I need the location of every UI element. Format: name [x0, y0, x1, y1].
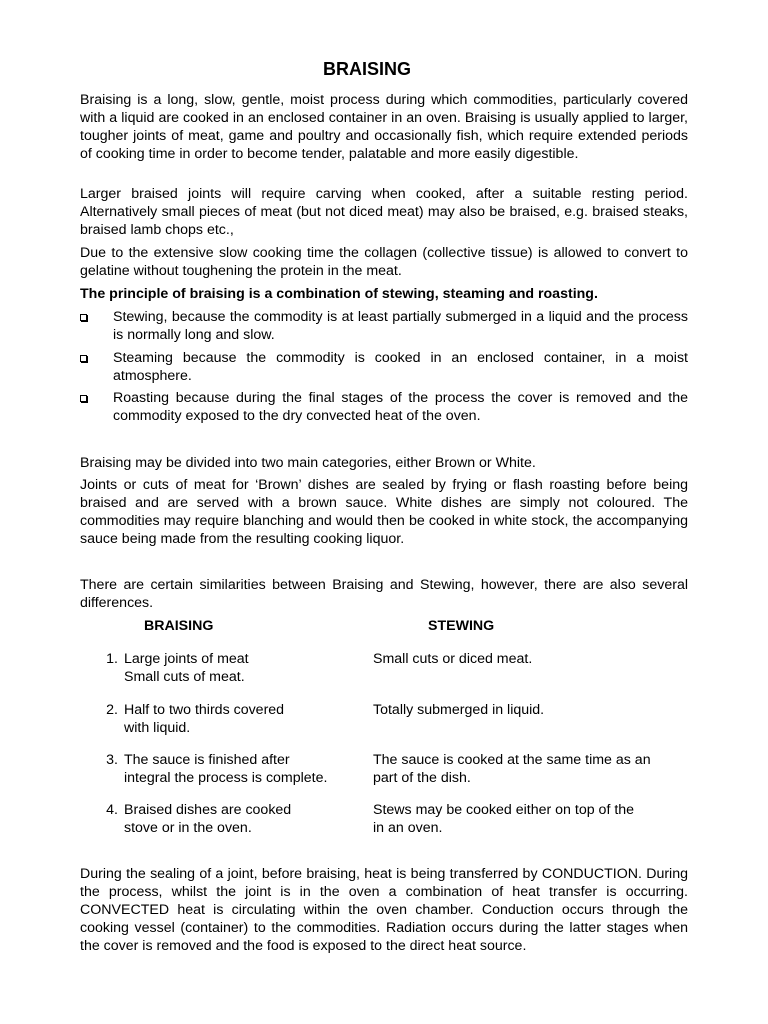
- categories-paragraph: Braising may be divided into two main categories, either Brown or White.: [80, 455, 536, 471]
- row-number: 1.: [106, 651, 118, 667]
- row-number: 4.: [106, 802, 118, 818]
- collagen-paragraph: Due to the extensive slow cooking time the collagen (collective tissue) is allowed to convert to gelatine without toughening the protein in the meat.: [80, 245, 688, 279]
- brown-white-paragraph: Joints or cuts of meat for ‘Brown’ dishes are sealed by frying or flash roasting before being braised and are served with a brown sauce. White dishes are simply not coloured. The commodities may require blanching and would then be cooked in white stock, the accompanying sauce being made from the resulting cooking liquor.: [80, 477, 688, 547]
- row-number: 3.: [106, 752, 118, 768]
- checkbox-bullet-icon: [80, 314, 87, 321]
- stewing-cell: Small cuts or diced meat.: [373, 651, 533, 667]
- stewing-cell: Stews may be cooked either on top of the in an oven.: [373, 802, 635, 836]
- braising-cell: Braised dishes are cooked stove or in the oven.: [124, 802, 292, 836]
- bullet-text: Stewing, because the commodity is at least partially submerged in a liquid and the process is normally long and slow.: [113, 309, 688, 343]
- joints-paragraph: Larger braised joints will require carving when cooked, after a suitable resting period. Alternatively small pieces of meat (but not diced meat) may also be braised, e.g. braised steaks, braised lamb chops etc.,: [80, 186, 688, 238]
- page-title: BRAISING: [322, 59, 411, 79]
- heat-transfer-paragraph: During the sealing of a joint, before braising, heat is being transferred by CONDUCTION. During the process, whilst the joint is in the oven a combination of heat transfer is occurring. CONVECTED heat is circulating within the oven chamber. Conduction occurs through the cooking vessel (container) to the commodities. Radiation occurs during the latter stages when the cover is removed and the food is exposed to the direct heat source.: [80, 866, 688, 954]
- similarities-paragraph: There are certain similarities between Braising and Stewing, however, there are also several differences.: [80, 577, 688, 611]
- checkbox-bullet-icon: [80, 395, 87, 402]
- braising-cell: The sauce is finished after integral the process is complete.: [124, 752, 328, 786]
- stewing-cell: The sauce is cooked at the same time as an part of the dish.: [373, 752, 651, 786]
- bullet-text: Roasting because during the final stages of the process the cover is removed and the commodity exposed to the dry convected heat of the oven.: [113, 390, 688, 424]
- bullet-text: Steaming because the commodity is cooked in an enclosed container, in a moist atmosphere.: [113, 350, 688, 384]
- intro-paragraph: Braising is a long, slow, gentle, moist process during which commodities, particularly covered with a liquid are cooked in an enclosed container in an oven. Braising is usually applied to larger, tougher joints of meat, game and poultry and occasionally fish, which require extended periods of cooking time in order to become tender, palatable and more easily digestible.: [80, 92, 688, 162]
- stewing-cell: Totally submerged in liquid.: [373, 702, 545, 718]
- stewing-column-heading: STEWING: [428, 618, 495, 634]
- braising-cell: Large joints of meat Small cuts of meat.: [124, 651, 249, 685]
- row-number: 2.: [106, 702, 118, 718]
- braising-cell: Half to two thirds covered with liquid.: [124, 702, 285, 736]
- checkbox-bullet-icon: [80, 355, 87, 362]
- braising-column-heading: BRAISING: [144, 618, 214, 634]
- principle-heading: The principle of braising is a combination of stewing, steaming and roasting.: [80, 286, 598, 302]
